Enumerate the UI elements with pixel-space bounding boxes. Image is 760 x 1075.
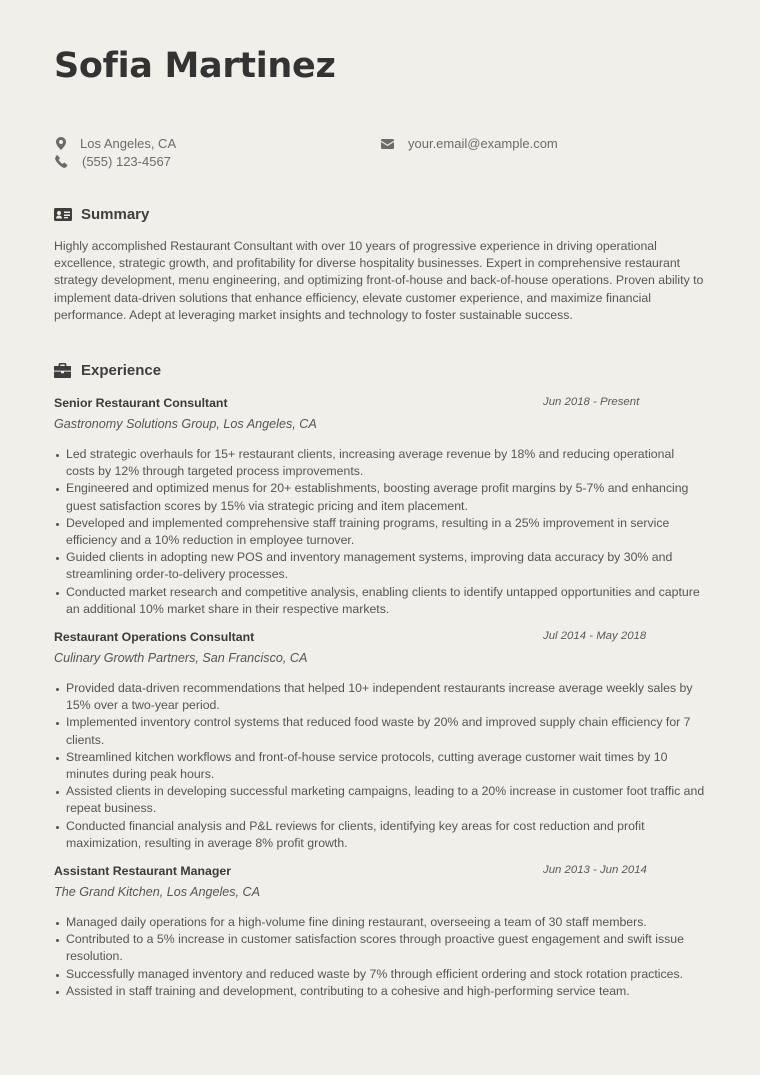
job-company: Gastronomy Solutions Group, Los Angeles, CA [54,417,317,431]
contact-location [54,136,176,151]
bullet-item: Guided clients in adopting new POS and inventory management systems, improving data accuracy by 30% and streamlining order-to-delivery processes. [54,549,706,583]
job-bullets [54,446,706,618]
bullet-item: Conducted financial analysis and P&L reviews for clients, identifying key areas for cost reduction and profit maximization, resulting in average 8% profit growth. [54,818,706,852]
job-title: Senior Restaurant Consultant [54,396,228,410]
bullet-item: Implemented inventory control systems that reduced food waste by 20% and improved supply chain efficiency for 7 clients. [54,714,706,748]
summary-title: Summary [81,206,150,223]
contact-email [380,136,558,151]
bullet-item: Successfully managed inventory and reduced waste by 7% through efficient ordering and stock rotation practices. [54,966,706,983]
envelope-icon [380,137,394,151]
bullet-item: Led strategic overhauls for 15+ restaurant clients, increasing average revenue by 18% and reducing operational costs by 12% through targeted process improvements. [54,446,706,480]
location-text: Los Angeles, CA [80,136,177,151]
bullet-item: Contributed to a 5% increase in customer satisfaction scores through proactive guest engagement and swift issue resolution. [54,931,706,965]
map-pin-icon [54,137,68,151]
job-dates: Jun 2013 - Jun 2014 [543,864,647,876]
experience-heading [54,362,161,379]
job-title: Assistant Restaurant Manager [54,864,231,878]
phone-icon [54,155,68,169]
job-dates: Jun 2018 - Present [543,396,640,408]
email-text: your.email@example.com [408,136,558,151]
job-bullets [54,914,706,1000]
bullet-item: Assisted in staff training and development, contributing to a cohesive and high-performing service team. [54,983,706,1000]
summary-heading [54,206,149,223]
summary-text: Highly accomplished Restaurant Consultant with over 10 years of progressive experience in driving operational excellence, strategic growth, and profitability for diverse hospitality businesses. Expert in comprehensive restaurant strategy development, menu engineering, and optimizing front-of-house and back-of-house operations. Proven ability to implement data-driven solutions that enhance efficiency, elevate customer experience, and maximize financial performance. Adept at leveraging market insights and technology to foster sustainable success. [54,239,704,322]
bullet-item: Conducted market research and competitive analysis, enabling clients to identify untapped opportunities and capture an additional 10% market share in their respective markets. [54,584,706,618]
contact-phone [54,154,171,169]
experience-title: Experience [81,362,162,379]
bullet-item: Assisted clients in developing successful marketing campaigns, leading to a 20% increase in customer foot traffic and repeat business. [54,783,706,817]
id-card-icon [54,208,72,222]
bullet-item: Provided data-driven recommendations that helped 10+ independent restaurants increase average weekly sales by 15% over a two-year period. [54,680,706,714]
job-company: Culinary Growth Partners, San Francisco, CA [54,651,308,665]
briefcase-icon [54,364,72,378]
bullet-item: Developed and implemented comprehensive staff training programs, resulting in a 25% improvement in service efficiency and a 10% reduction in employee turnover. [54,515,706,549]
bullet-item: Engineered and optimized menus for 20+ establishments, boosting average profit margins by 5-7% and enhancing guest satisfaction scores by 15% via strategic pricing and item placement. [54,480,706,514]
job-bullets [54,680,706,852]
job-dates: Jul 2014 - May 2018 [543,630,647,642]
phone-text: (555) 123-4567 [82,154,171,169]
candidate-name: Sofia Martinez [54,46,336,86]
bullet-item: Managed daily operations for a high-volume fine dining restaurant, overseeing a team of 30 staff members. [54,914,706,931]
job-company: The Grand Kitchen, Los Angeles, CA [54,885,261,899]
job-title: Restaurant Operations Consultant [54,630,255,644]
bullet-item: Streamlined kitchen workflows and front-of-house service protocols, cutting average customer wait times by 10 minutes during peak hours. [54,749,706,783]
